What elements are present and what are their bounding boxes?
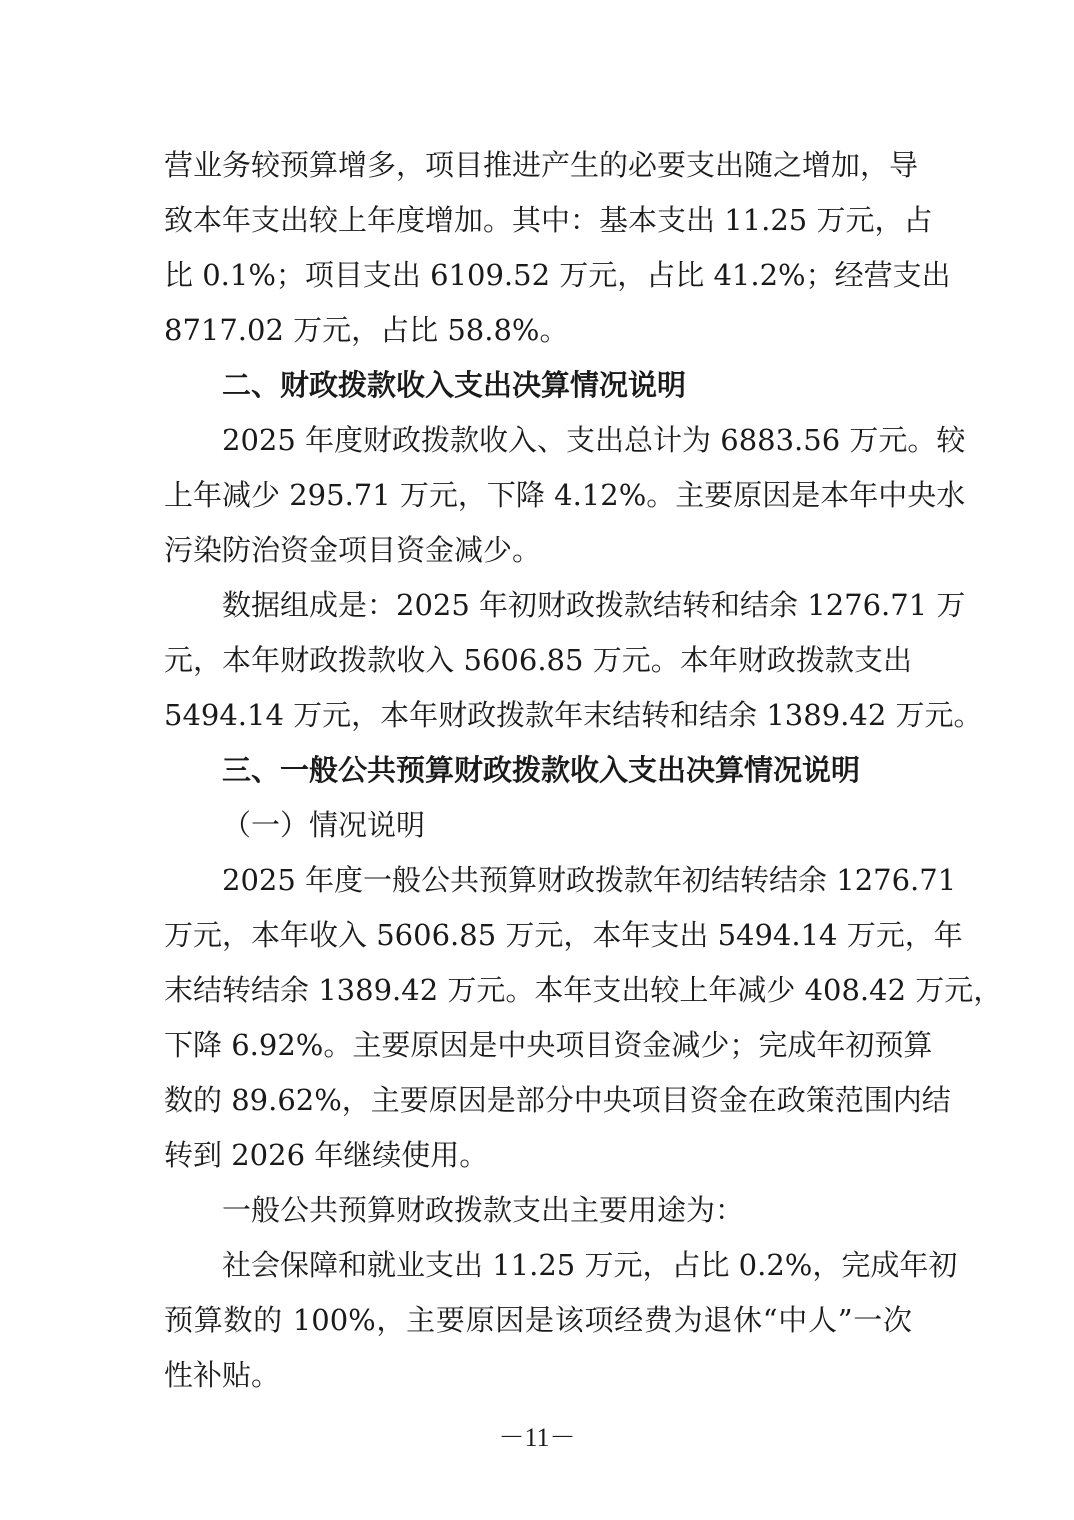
paragraph-line: 比 0.1%；项目支出 6109.52 万元，占比 41.2%；经营支出 (164, 258, 951, 292)
paragraph-line: 营业务较预算增多，项目推进产生的必要支出随之增加，导 (164, 148, 919, 182)
paragraph-line: 一般公共预算财政拨款支出主要用途为： (222, 1193, 745, 1227)
section-heading-2: 二、财政拨款收入支出决算情况说明 (222, 368, 687, 402)
paragraph-line: 社会保障和就业支出 11.25 万元，占比 0.2%，完成年初 (222, 1248, 958, 1282)
paragraph-line: 预算数的 100%，主要原因是该项经费为退休“中人”一次 (164, 1303, 912, 1337)
paragraph-line: 性补贴。 (164, 1358, 281, 1392)
paragraph-line: 末结转结余 1389.42 万元。本年支出较上年减少 408.42 万元， (164, 973, 1003, 1007)
paragraph-line: 数据组成是：2025 年初财政拨款结转和结余 1276.71 万 (222, 588, 966, 622)
subsection-heading: （一）情况说明 (222, 808, 426, 842)
paragraph-line: 2025 年度财政拨款收入、支出总计为 6883.56 万元。较 (222, 423, 966, 457)
paragraph-line: 致本年支出较上年度增加。其中：基本支出 11.25 万元，占 (164, 203, 933, 237)
paragraph-line: 污染防治资金项目资金减少。 (164, 533, 542, 567)
paragraph-line: 数的 89.62%，主要原因是部分中央项目资金在政策范围内结 (164, 1083, 951, 1117)
paragraph-line: 5494.14 万元，本年财政拨款年末结转和结余 1389.42 万元。 (164, 698, 983, 732)
document-body (164, 138, 1003, 1403)
paragraph-line: 8717.02 万元，占比 58.8%。 (164, 313, 569, 347)
page-number: －11－ (498, 1423, 576, 1452)
paragraph-line: 下降 6.92%。主要原因是中央项目资金减少；完成年初预算 (164, 1028, 933, 1062)
paragraph-line: 2025 年度一般公共预算财政拨款年初结转结余 1276.71 (222, 863, 957, 897)
paragraph-line: 转到 2026 年继续使用。 (164, 1138, 489, 1172)
paragraph-line: 万元，本年收入 5606.85 万元，本年支出 5494.14 万元，年 (164, 918, 963, 952)
section-heading-3: 三、一般公共预算财政拨款收入支出决算情况说明 (222, 753, 861, 787)
paragraph-line: 元，本年财政拨款收入 5606.85 万元。本年财政拨款支出 (164, 643, 912, 677)
paragraph-line: 上年减少 295.71 万元，下降 4.12%。主要原因是本年中央水 (164, 478, 966, 512)
